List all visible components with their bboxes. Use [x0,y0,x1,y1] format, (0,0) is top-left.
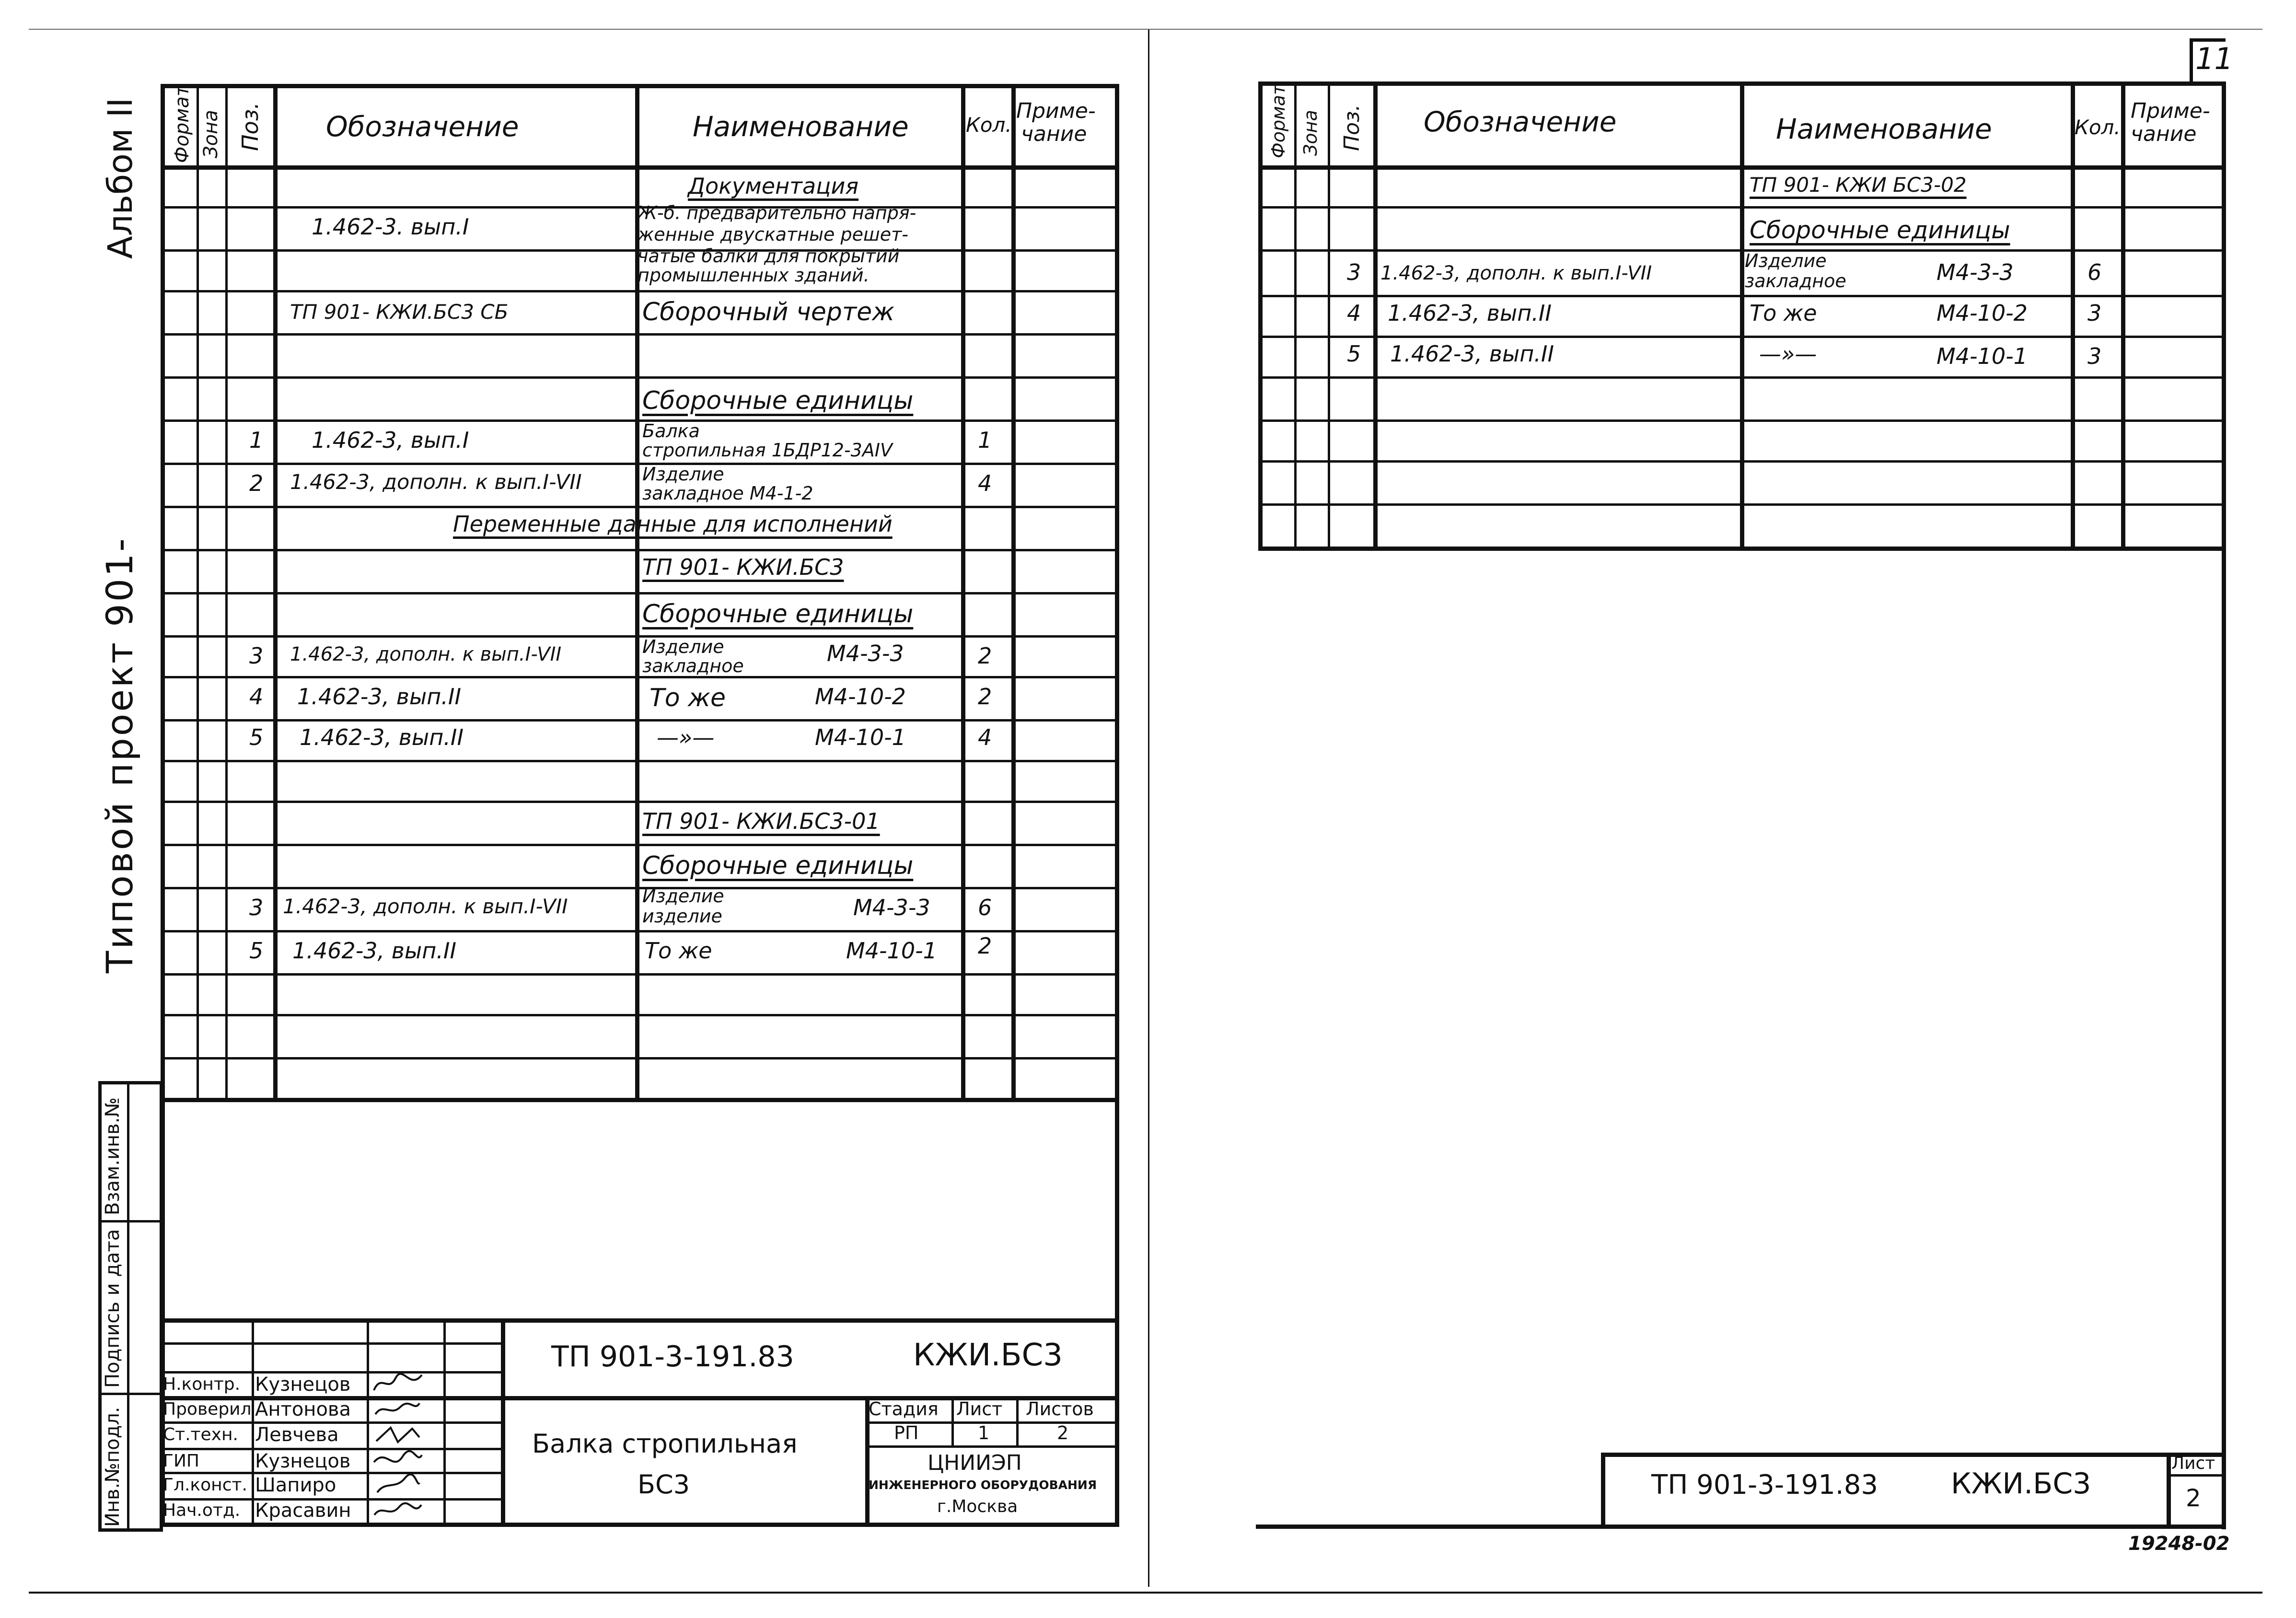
hdr-zone: Зона [200,110,222,158]
r-hdr-zone: Зона [1300,110,1321,156]
row-name-1: Изделие [642,464,724,485]
right-stamp-top [1601,1453,2224,1457]
tb-name: Красавин [255,1500,351,1522]
title-block-top [161,1318,1119,1323]
row-designation: 1.462-3. вып.I [312,214,469,240]
row-designation: 1.462-3, вып.I [312,427,469,453]
r-hdr-note-1: Приме- [2131,99,2210,123]
tb-role: Н.контр. [163,1374,241,1394]
signature-icon [371,1498,424,1522]
header-bottom-line [161,165,1119,170]
row-name-2: стропильная 1БДР12-3АIV [642,440,893,461]
tb-name: Шапиро [255,1474,336,1496]
row-mark: М4-10-1 [846,938,937,964]
side-stamp-row-line [98,1393,163,1395]
row-qty: 2 [978,933,992,959]
signature-icon [371,1423,424,1447]
row-name-1: Балка [642,420,700,442]
row-name: То же [645,938,712,964]
r-row-qty: 3 [2087,343,2102,369]
row-qty: 1 [978,427,992,453]
sheet-separator [1148,29,1149,1587]
row-designation: 1.462-3, дополн. к вып.I-VII [283,895,568,918]
tb-role: ГИП [163,1451,199,1471]
row-qty: 4 [978,724,992,750]
rs-sheet-label: Лист [2171,1454,2215,1473]
hdr-pos: Поз. [237,102,263,151]
rs-sheet: 2 [2186,1484,2201,1512]
row-name-2: закладное [642,655,744,676]
row-name: женные двускатные решет- [638,224,908,245]
tb-role: Ст.техн. [163,1425,238,1444]
right-table-bottom [1258,547,2224,551]
signature-icon [371,1371,424,1395]
table-bottom-line [161,1098,1119,1102]
row-section-variable: Переменные данные для исполнений [453,511,893,537]
project-label: Типовой проект 901- [98,536,141,973]
inv-orig-label: Инв.№подл. [102,1407,124,1527]
row-designation: 1.462-3, вып.II [292,938,457,964]
row-mark: М4-3-3 [853,895,930,920]
tb-stage: РП [894,1422,919,1443]
rs-code: ТП 901-3-191.83 [1651,1469,1878,1501]
tb-role: Гл.конст. [163,1475,247,1495]
right-sheet-edge [2222,81,2226,1529]
tb-role: Проверил [163,1399,252,1419]
tb-title-2: БС3 [638,1469,690,1500]
tb-sheets: 2 [1057,1422,1069,1443]
tb-mark: КЖИ.БС3 [913,1338,1063,1373]
row-variant: ТП 901- КЖИ.БС3 [642,554,844,580]
r-row-qty: 3 [2087,300,2102,326]
row-designation: 1.462-3, дополн. к вып.I-VII [290,643,562,665]
hdr-format: Формат [171,85,193,163]
hdr-note-1: Приме- [1016,99,1096,123]
r-row-name-2: закладное [1745,270,1846,291]
col-line-name [961,84,965,1098]
r-row-name: То же [1750,300,1817,326]
right-sheet-bottom [1256,1525,2224,1529]
tb-role: Нач.отд. [163,1501,241,1520]
r-hdr-qty: Кол. [2075,116,2121,139]
row-qty: 6 [978,895,992,920]
side-stamp-row-line [98,1220,163,1222]
tb-code: ТП 901-3-191.83 [551,1340,794,1374]
r-hdr-format: Формат [1268,84,1289,158]
row-name: Сборочный чертеж [642,298,894,326]
row-section-documentation: Документация [688,173,859,199]
r-row-pos: 3 [1347,259,1361,285]
tb-title-1: Балка стропильная [532,1429,798,1459]
row-name: —»— [657,724,715,750]
tb-name: Антонова [255,1398,351,1420]
r-row-section-assembly: Сборочные единицы [1750,216,2010,244]
row-pos: 3 [249,895,264,920]
inventory-number: 19248-02 [2128,1533,2230,1555]
tb-stage-label: Стадия [869,1398,939,1420]
hdr-qty: Кол. [966,113,1012,137]
row-pos: 5 [249,724,264,750]
row-designation: ТП 901- КЖИ.БС3 СБ [290,300,509,324]
page-bottom-edge [29,1592,2262,1594]
row-pos: 3 [249,643,264,669]
album-label: Альбом II [101,97,140,259]
r-row-mark: М4-10-1 [1937,343,2028,369]
row-section-assembly: Сборочные единицы [642,386,914,415]
hdr-name: Наименование [693,110,909,143]
r-hdr-name: Наименование [1776,113,1992,145]
row-name: промышленных зданий. [638,265,870,286]
tb-org-3: г.Москва [937,1497,1018,1516]
tb-sheets-label: Листов [1026,1398,1094,1420]
r-row-mark: М4-3-3 [1937,259,2014,285]
tb-name: Левчева [255,1424,339,1446]
tb-org-1: ЦНИИЭП [928,1451,1022,1475]
sheet-number-box-left [2190,38,2193,84]
r-hdr-designation: Обозначение [1424,105,1617,138]
rs-mark: КЖИ.БС3 [1951,1467,2091,1501]
row-pos: 4 [249,684,264,710]
row-mark: М4-10-2 [815,684,906,710]
r-row-designation: 1.462-3, дополн. к вып.I-VII [1380,262,1652,284]
row-name-1: Изделие [642,885,724,907]
tb-name: Кузнецов [255,1450,351,1472]
r-row-pos: 5 [1347,341,1361,367]
r-row-name: —»— [1759,341,1817,367]
r-row-designation: 1.462-3, вып.II [1388,300,1552,326]
row-designation: 1.462-3, вып.II [300,724,464,750]
page-top-edge [29,29,2262,30]
r-row-pos: 4 [1347,300,1361,326]
tb-sheet-label: Лист [956,1398,1003,1420]
row-mark: М4-10-1 [815,724,906,750]
row-name-2: закладное М4-1-2 [642,483,813,504]
r-row-qty: 6 [2087,259,2102,285]
row-qty: 2 [978,643,992,669]
row-pos: 2 [249,470,264,496]
r-hdr-note-2: чание [2131,122,2197,146]
tb-org-2: ИНЖЕНЕРНОГО ОБОРУДОВАНИЯ [869,1478,1097,1492]
row-qty: 4 [978,470,992,496]
tb-name: Кузнецов [255,1374,351,1396]
col-line-pos [273,84,278,1098]
tb-sheet: 1 [978,1422,990,1443]
row-pos: 5 [249,938,264,964]
col-line-qty [1011,84,1016,1098]
row-mark: М4-3-3 [827,640,904,666]
row-qty: 2 [978,684,992,710]
row-section-assembly: Сборочные единицы [642,600,914,629]
col-line-zone [225,84,228,1098]
row-name: То же [649,684,726,712]
row-name: Ж-б. предварительно напря- [638,202,916,223]
row-designation: 1.462-3, вып.II [297,684,462,710]
r-hdr-pos: Поз. [1340,104,1364,151]
row-section-assembly: Сборочные единицы [642,851,914,880]
row-variant: ТП 901- КЖИ.БС3-01 [642,808,880,834]
signature-icon [371,1448,424,1472]
row-designation: 1.462-3, дополн. к вып.I-VII [290,470,582,494]
col-line-format [197,84,199,1098]
row-name-2: изделие [642,906,722,927]
hdr-note-2: чание [1021,122,1087,146]
title-block-divider [501,1318,505,1527]
hdr-designation: Обозначение [326,110,519,143]
r-row-name-1: Изделие [1745,250,1827,271]
row-name: чатые балки для покрытий [638,245,900,267]
signature-icon [371,1473,424,1497]
r-row-designation: 1.462-3, вып.II [1390,341,1554,367]
signature-icon [371,1397,424,1421]
inv-replace-label: Взам.инв.№ [102,1097,124,1215]
sign-date-label: Подпись и дата [102,1229,124,1388]
row-pos: 1 [249,427,264,453]
top-sheet-number: 11 [2195,41,2233,76]
r-row-variant: ТП 901- КЖИ БС3-02 [1750,173,1967,197]
side-stamp-divider [127,1081,129,1532]
row-name-1: Изделие [642,636,724,657]
r-row-mark: М4-10-2 [1937,300,2028,326]
